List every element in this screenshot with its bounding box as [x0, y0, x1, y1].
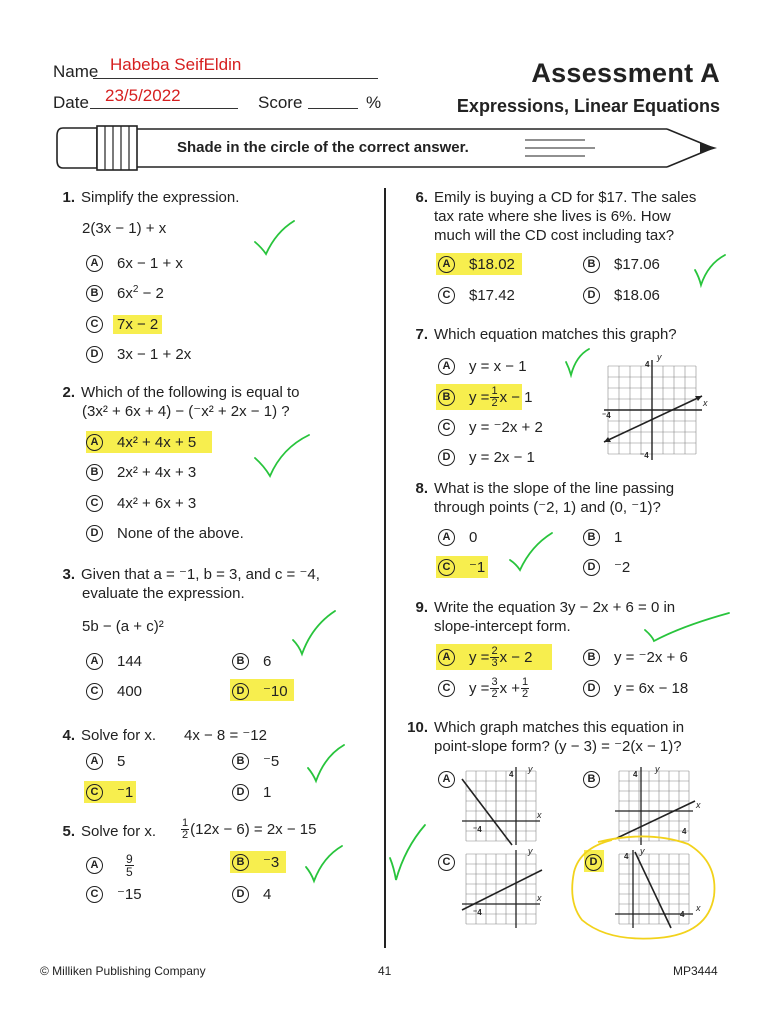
page-subtitle: Expressions, Linear Equations — [456, 96, 720, 116]
option-text: y = $\frac{3}{2}$ x + $\frac{1}{2}$ — [469, 675, 529, 700]
q10b-axis-y: y — [655, 764, 660, 774]
q7-tick-top: 4 — [645, 360, 650, 369]
q1-option-c[interactable] — [86, 313, 162, 335]
bubble-a[interactable]: A — [438, 771, 455, 788]
bubble-c[interactable]: C — [438, 419, 455, 436]
q4-equation: 4x − 8 = ⁻12 — [184, 727, 267, 744]
bubble-d[interactable]: D — [583, 559, 600, 576]
bubble-d[interactable]: D — [583, 680, 600, 697]
question-1 — [53, 188, 239, 207]
bubble-a[interactable]: A — [86, 753, 103, 770]
check-mark-icon — [563, 346, 591, 378]
q10-graph-c — [452, 848, 552, 930]
bubble-c[interactable]: C — [86, 495, 103, 512]
option-text-highlighted: 7x − 2 — [113, 315, 162, 334]
q8-number: 8. — [415, 480, 428, 497]
q10-text: Which graph matches this equation in — [434, 719, 685, 736]
instruction-text: Shade in the circle of the correct answer. — [177, 139, 469, 156]
option-text: 6 — [263, 652, 272, 670]
bubble-d[interactable]: D — [585, 854, 602, 871]
option-text: ⁻1 — [469, 559, 486, 576]
option-text: y = x − 1 — [469, 357, 527, 375]
bubble-c[interactable]: C — [438, 680, 455, 697]
q4-number: 4. — [62, 727, 75, 744]
option-text: $6x^2 - 2$ — [117, 284, 164, 302]
q4-option-d[interactable] — [232, 781, 271, 803]
q10d-axis-x: x — [696, 903, 701, 913]
q3-option-d[interactable] — [232, 680, 288, 702]
answer-circle-annotation — [568, 832, 720, 944]
bubble-a[interactable]: A — [438, 256, 455, 273]
q9-option-d[interactable] — [583, 677, 688, 699]
date-value: 23/5/2022 — [105, 86, 181, 105]
q3-expression: 5b − (a + c)² — [82, 618, 164, 635]
q8-text: What is the slope of the line passing — [434, 480, 675, 497]
q4-text: Solve for x. — [81, 727, 157, 744]
q8-option-c[interactable] — [438, 556, 485, 578]
option-text: ⁻3 — [263, 854, 280, 871]
option-text: 144 — [117, 652, 143, 670]
q9-option-c[interactable] — [438, 677, 530, 699]
q7-option-b[interactable] — [438, 386, 533, 408]
check-mark-icon — [290, 608, 338, 658]
bubble-a[interactable]: A — [86, 857, 103, 874]
option-text: y = ⁻2x + 2 — [469, 419, 543, 436]
option-text: $17.42 — [469, 286, 515, 304]
q9-option-a[interactable] — [438, 646, 533, 668]
bubble-b[interactable]: B — [232, 653, 249, 670]
check-mark-icon — [303, 843, 345, 885]
q10b-tick: 4 — [633, 770, 638, 779]
bubble-b[interactable]: B — [583, 529, 600, 546]
q1-number: 1. — [62, 189, 75, 206]
q5-equation: $\frac{1}{2}$ (12x − 6) = 2x − 15 — [182, 817, 317, 841]
question-10 — [406, 718, 684, 737]
q2-text-line2: (3x² + 6x + 4) − (⁻x² + 2x − 1) ? — [82, 403, 290, 420]
q6-text-line3: much will the CD cost including tax? — [434, 227, 675, 244]
bubble-b[interactable]: B — [86, 464, 103, 481]
q10d-axis-y: y — [640, 846, 645, 856]
q1-expression: 2(3x − 1) + x — [82, 220, 167, 237]
option-text: 0 — [469, 528, 478, 546]
option-text: 4 — [263, 885, 272, 903]
q6-option-a[interactable] — [438, 253, 515, 275]
q10c-tick-left: ⁻4 — [473, 908, 482, 917]
option-text: y = 6x − 18 — [614, 679, 689, 697]
option-text: $18.02 — [469, 255, 515, 273]
q9-number: 9. — [415, 599, 428, 616]
check-mark-icon — [252, 218, 297, 258]
q10-number: 10. — [407, 719, 428, 736]
q3-text: Given that a = ⁻1, b = 3, and c = ⁻4, — [81, 566, 320, 583]
option-text: $\frac{9}{5}$ — [126, 851, 133, 879]
option-text: 1 — [614, 528, 623, 546]
option-text: y = 2x − 1 — [469, 448, 535, 466]
check-mark-icon — [252, 432, 312, 482]
q9-text: Write the equation 3y − 2x + 6 = 0 in — [434, 599, 676, 616]
q3-text-line2: evaluate the expression. — [82, 585, 245, 602]
bubble-a[interactable]: A — [86, 255, 103, 272]
q5-number: 5. — [62, 823, 75, 840]
q7-option-c[interactable] — [438, 416, 543, 438]
option-text: ⁻15 — [117, 886, 142, 903]
option-text: None of the above. — [117, 524, 244, 542]
question-9 — [406, 598, 675, 617]
q10d-tick-right: 4 — [680, 910, 685, 919]
q10-graph-a — [452, 765, 552, 847]
column-divider — [384, 188, 386, 948]
option-text: 4x² + 4x + 5 — [117, 433, 197, 451]
page-title: Assessment A — [531, 58, 720, 88]
q10-text-line2: point-slope form? (y − 3) = ⁻2(x − 1)? — [434, 738, 682, 755]
footer-page-number: 41 — [378, 964, 392, 978]
q10a-tick-left: ⁻4 — [473, 825, 482, 834]
option-text: 1 — [263, 783, 272, 801]
q6-text: Emily is buying a CD for $17. The sales — [434, 189, 697, 206]
q1-text: Simplify the expression. — [81, 189, 240, 206]
footer-code: MP3444 — [673, 964, 718, 978]
option-text: 6x − 1 + x — [117, 254, 183, 272]
q2-option-a[interactable] — [86, 431, 196, 453]
option-text: ⁻2 — [614, 559, 631, 576]
question-7 — [406, 325, 677, 344]
q6-option-c[interactable] — [438, 284, 515, 306]
bubble-d[interactable]: D — [438, 449, 455, 466]
q6-option-d[interactable] — [583, 284, 660, 306]
footer-publisher: © Milliken Publishing Company — [40, 964, 206, 978]
q10c-axis-y: y — [528, 846, 533, 856]
bubble-a[interactable]: A — [438, 358, 455, 375]
q2-option-b[interactable] — [86, 461, 196, 483]
q1-option-a[interactable] — [86, 252, 183, 274]
bubble-b[interactable]: B — [438, 389, 455, 406]
bubble-c[interactable]: C — [86, 683, 103, 700]
q10d-tick: 4 — [624, 852, 629, 861]
q8-text-line2: through points (⁻2, 1) and (0, ⁻1)? — [434, 499, 661, 516]
q6-option-b[interactable] — [583, 253, 660, 275]
q8-option-d[interactable] — [583, 556, 630, 578]
bubble-d[interactable]: D — [86, 346, 103, 363]
q7-option-a[interactable] — [438, 355, 527, 377]
option-text: $17.06 — [614, 255, 660, 273]
q3-option-a[interactable] — [86, 650, 142, 672]
q1-option-d[interactable] — [86, 343, 191, 365]
bubble-c[interactable]: C — [438, 559, 455, 576]
bubble-d[interactable]: D — [583, 287, 600, 304]
q4-option-b[interactable] — [232, 750, 279, 772]
q3-option-c[interactable] — [86, 680, 142, 702]
q1-option-b[interactable] — [86, 282, 164, 304]
q2-text: Which of the following is equal to — [81, 384, 300, 401]
bubble-a[interactable]: A — [438, 649, 455, 666]
bubble-d[interactable]: D — [232, 683, 249, 700]
score-line[interactable] — [308, 90, 358, 109]
q4-option-c[interactable] — [86, 781, 133, 803]
bubble-a[interactable]: A — [86, 434, 103, 451]
bubble-d[interactable]: D — [86, 525, 103, 542]
q10a-axis-y: y — [528, 764, 533, 774]
name-label: Name — [53, 62, 99, 81]
option-text: ⁻10 — [263, 683, 288, 700]
q8-option-a[interactable] — [438, 526, 477, 548]
option-text: 3x − 1 + 2x — [117, 345, 192, 363]
bubble-d[interactable]: D — [232, 784, 249, 801]
bubble-c[interactable]: C — [438, 287, 455, 304]
score-suffix: % — [366, 93, 382, 112]
option-text: y = ⁻2x + 6 — [614, 649, 688, 666]
q2-number: 2. — [62, 384, 75, 401]
q7-text: Which equation matches this graph? — [434, 326, 677, 343]
q6-number: 6. — [415, 189, 428, 206]
bubble-b[interactable]: B — [583, 649, 600, 666]
bubble-a[interactable]: A — [86, 653, 103, 670]
bubble-c[interactable]: C — [86, 784, 103, 801]
q6-text-line2: tax rate where she lives is 6%. How — [434, 208, 671, 225]
option-text: y = $\frac{1}{2}$ x − 1 — [469, 384, 533, 409]
q7-option-d[interactable] — [438, 446, 535, 468]
q5-option-a[interactable] — [86, 852, 135, 878]
q10a-tick: 4 — [509, 770, 514, 779]
bubble-a[interactable]: A — [438, 529, 455, 546]
date-label: Date — [53, 93, 89, 112]
bubble-c[interactable]: C — [86, 886, 103, 903]
option-text: $18.06 — [614, 286, 660, 304]
question-5 — [53, 822, 156, 841]
bubble-b[interactable]: B — [583, 771, 600, 788]
q7-axis-x: x — [703, 398, 708, 408]
q9-option-b[interactable] — [583, 646, 688, 668]
option-text: 5 — [117, 752, 126, 770]
q5-text: Solve for x. — [81, 823, 157, 840]
q2-option-c[interactable] — [86, 492, 196, 514]
score-label: Score — [258, 93, 303, 112]
check-mark-icon — [642, 610, 732, 644]
q4-option-a[interactable] — [86, 750, 125, 772]
q10b-tick-right: 4 — [682, 827, 687, 836]
option-text: ⁻1 — [117, 784, 134, 801]
bubble-b[interactable]: B — [232, 753, 249, 770]
q10c-axis-x: x — [537, 893, 542, 903]
q7-tick-bottom: ⁻4 — [640, 451, 649, 460]
bubble-b[interactable]: B — [583, 256, 600, 273]
q8-option-b[interactable] — [583, 526, 622, 548]
q5-option-d[interactable] — [232, 883, 271, 905]
q7-tick-left: ⁻4 — [602, 411, 611, 420]
q10a-axis-x: x — [537, 810, 542, 820]
bubble-c[interactable]: C — [438, 854, 455, 871]
question-3 — [53, 565, 320, 584]
option-text: y = $\frac{2}{3}$ x − 2 — [469, 644, 533, 669]
q5-option-c[interactable] — [86, 883, 142, 905]
bubble-d[interactable]: D — [232, 886, 249, 903]
check-mark-icon — [387, 822, 429, 884]
question-2 — [53, 383, 299, 402]
q7-axis-y: y — [657, 352, 662, 362]
option-text: 4x² + 6x + 3 — [117, 494, 197, 512]
question-4 — [53, 726, 156, 745]
q3-number: 3. — [62, 566, 75, 583]
q9-text-line2: slope-intercept form. — [434, 618, 571, 635]
bubble-b[interactable]: B — [232, 854, 249, 871]
q2-option-d[interactable] — [86, 522, 244, 544]
question-8 — [406, 479, 674, 498]
check-mark-icon — [305, 742, 347, 784]
bubble-b[interactable]: B — [86, 285, 103, 302]
q5-option-b[interactable] — [232, 851, 279, 873]
q7-graph — [598, 356, 708, 464]
bubble-c[interactable]: C — [86, 316, 103, 333]
option-text: 400 — [117, 682, 143, 700]
name-value: Habeba SeifEldin — [110, 55, 242, 74]
option-text: 2x² + 4x + 3 — [117, 463, 197, 481]
q7-number: 7. — [415, 326, 428, 343]
question-6 — [406, 188, 696, 207]
check-mark-icon — [692, 252, 728, 288]
q10b-axis-x: x — [696, 800, 701, 810]
q3-option-b[interactable] — [232, 650, 271, 672]
check-mark-icon — [507, 530, 555, 574]
option-text: ⁻5 — [263, 753, 280, 770]
